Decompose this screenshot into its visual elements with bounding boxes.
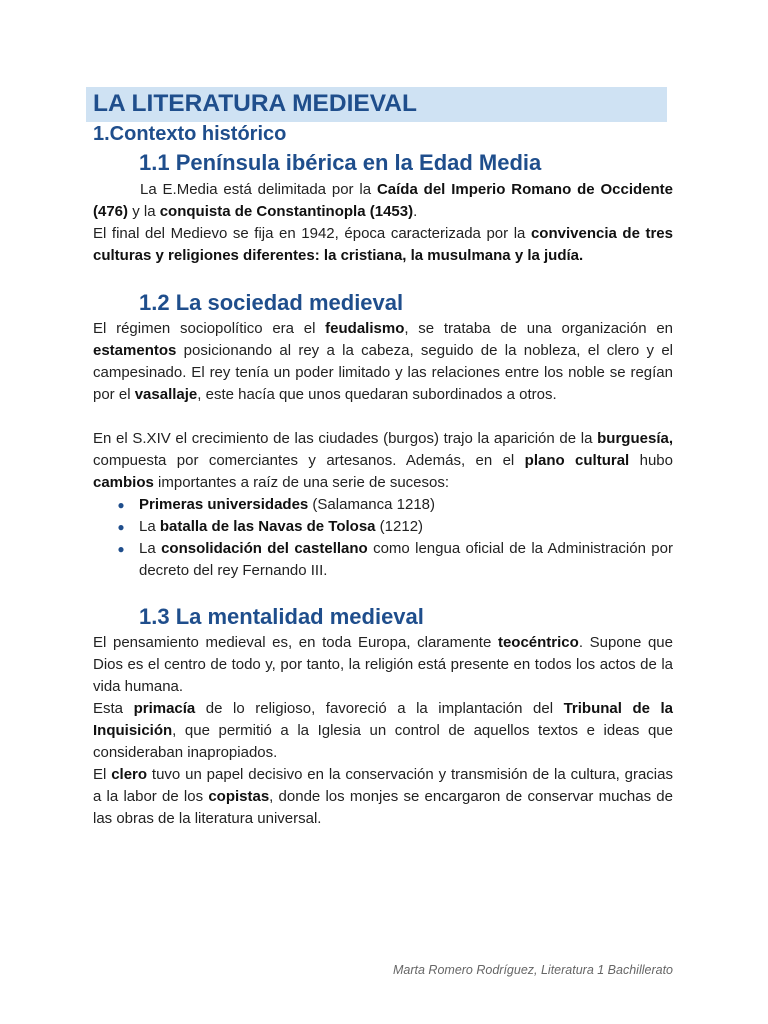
highlight-constantinopla: conquista de Constantinopla (1453) (159, 203, 414, 220)
subsection-heading-mentalidad: 1.3 La mentalidad medieval (139, 604, 424, 629)
paragraph-feudalismo: El régimen sociopolítico era el feudalismo, se trataba de una organización en estamentos posicionando al rey a la cabeza, seguido de la nobleza, el clero y el campesinado. El rey tenía un poder limitado y las relaciones entre los noble se regían por el vasallaje, este hacía que unos quedaran subordinados a otros. (93, 320, 674, 403)
highlight-burguesia: burguesía, (597, 430, 673, 447)
highlight-primacia: primacía (133, 700, 196, 717)
highlight-caida-imperio: Caída del Imperio Romano de Occidente (476) (93, 181, 673, 220)
bullet-dot-icon: ● (117, 498, 125, 512)
highlight-navas-tolosa: batalla de las Navas de Tolosa (159, 518, 376, 535)
list-item: ● La batalla de las Navas de Tolosa (1212) (93, 516, 673, 538)
title-banner (86, 87, 667, 122)
bullet-dot-icon: ● (117, 542, 125, 556)
events-list (93, 494, 673, 582)
paragraph-teocentrico: El pensamiento medieval es, en toda Europa, claramente teocéntrico. Supone que Dios es el centro de todo y, por tanto, la religión está presente en todos los actos de la vida humana. (93, 634, 673, 695)
paragraph-burguesia: En el S.XIV el crecimiento de las ciudades (burgos) trajo la aparición de la burguesía, compuesta por comerciantes y artesanos. Además, en el plano cultural hubo cambios importantes a raíz de una serie de sucesos: (93, 430, 673, 491)
page-footer: Marta Romero Rodríguez, Literatura 1 Bachillerato (393, 963, 673, 977)
highlight-cambios: cambios (93, 474, 154, 491)
paragraph-edad-media: La E.Media está delimitada por la Caída del Imperio Romano de Occidente (476) y la conquista de Constantinopla (1453). (93, 181, 673, 220)
highlight-copistas: copistas (208, 788, 270, 805)
list-item: ● La consolidación del castellano como lengua oficial de la Administración por decreto del rey Fernando III. (117, 540, 673, 579)
paragraph-final-medievo: El final del Medievo se fija en 1942, época caracterizada por la convivencia de tres culturas y religiones diferentes: la cristiana, la musulmana y la judía. (93, 225, 673, 264)
highlight-castellano: consolidación del castellano (161, 540, 368, 557)
highlight-vasallaje: vasallaje (134, 386, 198, 403)
highlight-universidades: Primeras universidades (139, 496, 309, 513)
highlight-inquisicion: Tribunal de la Inquisición (93, 700, 674, 739)
highlight-clero: clero (111, 766, 148, 783)
bullet-dot-icon: ● (117, 520, 125, 534)
list-item: ● Primeras universidades (Salamanca 1218) (93, 494, 673, 516)
highlight-plano-cultural: plano cultural (524, 452, 630, 469)
paragraph-inquisicion: Esta primacía de lo religioso, favoreció a la implantación del Tribunal de la Inquisición, que permitió a la Iglesia un control de aquellos textos e ideas que consideraban inapropiados. (93, 700, 674, 761)
highlight-teocentrico: teocéntrico (497, 634, 579, 651)
subsection-heading-sociedad: 1.2 La sociedad medieval (139, 290, 404, 315)
highlight-convivencia: convivencia de tres culturas y religiones diferentes: la cristiana, la musulmana y la judía. (93, 225, 673, 264)
section-heading-contexto: 1.Contexto histórico (93, 123, 287, 145)
subsection-body-sociedad (93, 318, 673, 582)
subsection-body-peninsula (93, 179, 673, 267)
highlight-feudalismo: feudalismo (325, 320, 405, 337)
paragraph-clero: El clero tuvo un papel decisivo en la conservación y transmisión de la cultura, gracias a la labor de los copistas, donde los monjes se encargaron de conservar muchas de las obras de la literatura universal. (93, 766, 673, 827)
highlight-estamentos: estamentos (93, 342, 177, 359)
subsection-body-mentalidad (93, 632, 673, 830)
document-title: LA LITERATURA MEDIEVAL (93, 90, 417, 117)
subsection-heading-peninsula: 1.1 Península ibérica en la Edad Media (139, 150, 542, 175)
